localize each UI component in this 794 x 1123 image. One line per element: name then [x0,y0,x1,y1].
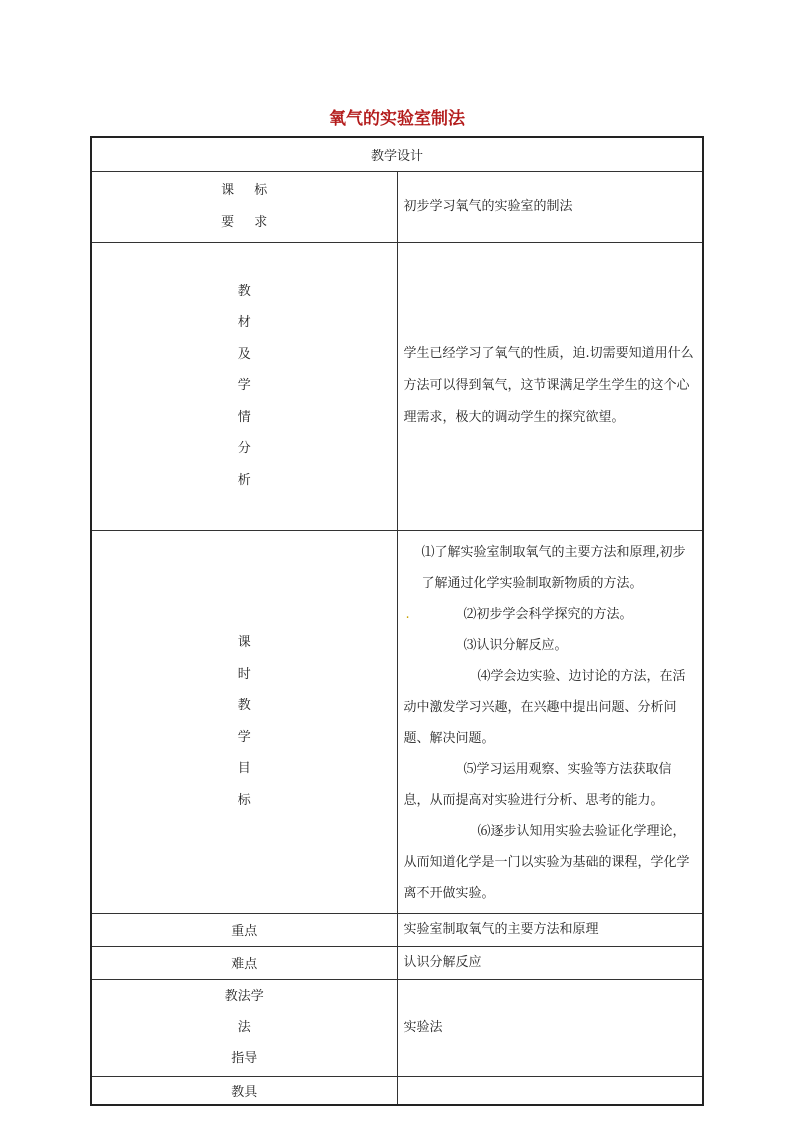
bullet-marker: . [405,606,410,622]
difficulty-label: 难点 [91,946,397,979]
key-point-label: 重点 [91,913,397,946]
goal-item: ⑹逐步认知用实验去验证化学理论，从而知道化学是一门以实验为基础的课程，学化学离不开做实验。 [403,823,690,901]
analysis-content: 学生已经学习了氧气的性质，迫.切需要知道用什么方法可以得到氧气，这节课满足学生学生的这个心理需求，极大的调动学生的探究欲望。 [397,242,703,530]
table-header: 教学设计 [91,137,703,171]
difficulty-content: 认识分解反应 [397,946,703,979]
goal-item: ⑸学习运用观察、实验等方法获取信息，从而提高对实验进行分析、思考的能力。 [403,761,672,808]
equipment-label: 教具 [91,1076,397,1105]
key-point-content: 实验室制取氧气的主要方法和原理 [397,913,703,946]
goal-item: . ⑵初步学会科学探究的方法。 [404,599,697,630]
goals-label: 课 时 教 学 目 标 [91,530,397,913]
curriculum-label: 课 标 要 求 [91,171,397,242]
method-content: 实验法 [397,979,703,1076]
method-label: 教法学 法 指导 [91,979,397,1076]
equipment-content [397,1076,703,1105]
lesson-plan-table [90,136,704,1106]
goal-item: ⑷学会边实验、边讨论的方法，在活动中激发学习兴趣，在兴趣中提出问题、分析问题、解决问题。 [403,668,686,746]
goal-item: ⑶认识分解反应。 [463,637,568,653]
goal-item: ⑴了解实验室制取氧气的主要方法和原理,初步了解通过化学实验制取新物质的方法。 [421,544,686,591]
curriculum-content: 初步学习氧气的实验室的制法 [397,171,703,242]
goals-content [397,530,703,913]
document-title: 氧气的实验室制法 [329,109,465,129]
analysis-label: 教 材 及 学 情 分 析 [91,242,397,530]
